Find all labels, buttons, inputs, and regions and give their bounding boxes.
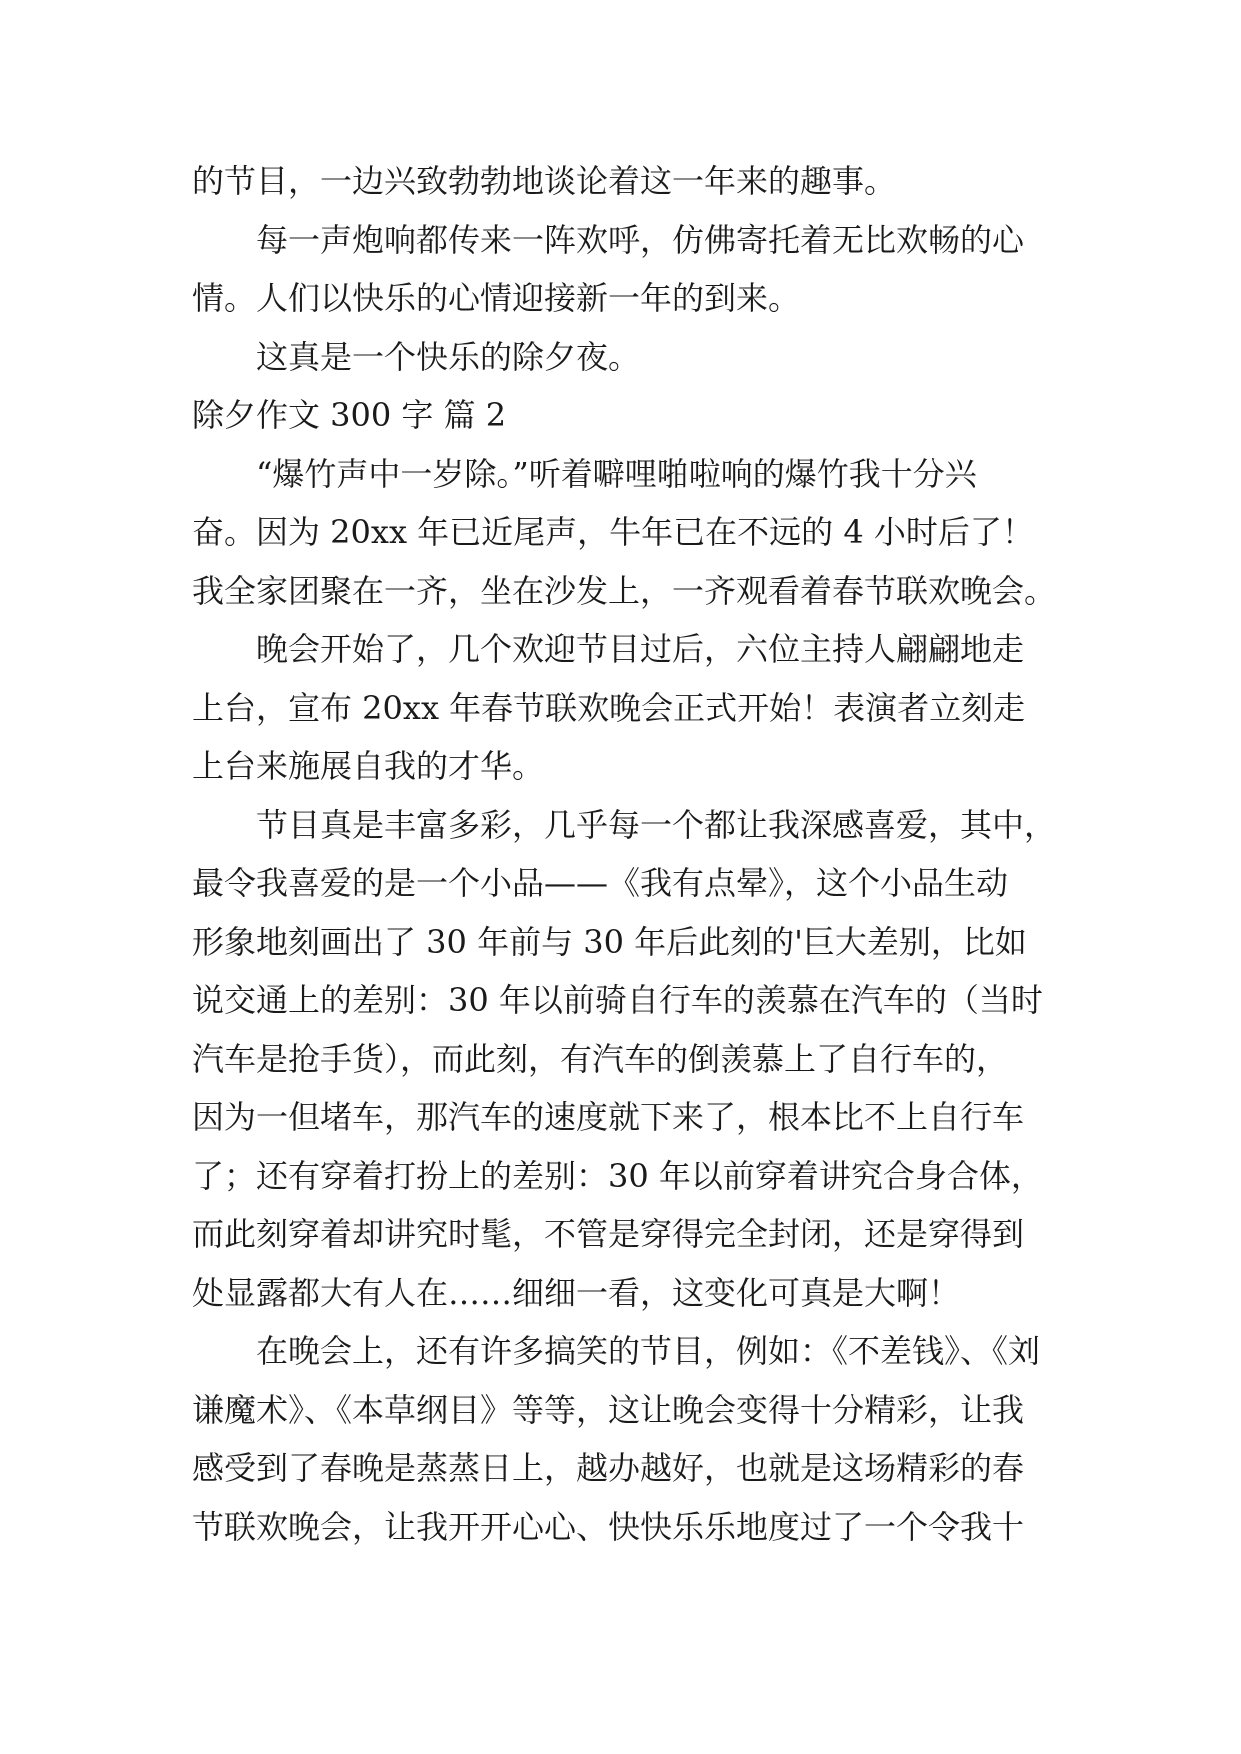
text-line: 上台，宣布 20xx 年春节联欢晚会正式开始！表演者立刻走 [192,688,1026,727]
text-line: 因为一但堵车，那汽车的速度就下来了，根本比不上自行车 [192,1098,1025,1136]
text-line: 了；还有穿着打扮上的差别：30 年以前穿着讲究合身合体， [192,1156,1043,1195]
text-line: 节联欢晚会，让我开开心心、快快乐乐地度过了一个令我十 [192,1507,1025,1546]
text-line: 最令我喜爱的是一个小品——《我有点晕》，这个小品生动 [192,864,1009,902]
text-line: 说交通上的差别：30 年以前骑自行车的羡慕在汽车的（当时 [192,981,1043,1019]
document-body [192,152,1062,1556]
section-heading: 除夕作文 300 字 篇 2 [192,396,507,434]
text-line: 这真是一个快乐的除夕夜。 [256,337,641,376]
text-line: 而此刻穿着却讲究时髦，不管是穿得完全封闭，还是穿得到 [192,1215,1025,1253]
text-line: 感受到了春晚是蒸蒸日上，越办越好，也就是这场精彩的春 [192,1449,1025,1487]
text-line: 汽车是抢手货），而此刻，有汽车的倒羡慕上了自行车的， [192,1039,1009,1078]
text-line: 在晚会上，还有许多搞笑的节目，例如：《不差钱》、《刘 [256,1332,1041,1370]
text-line: 处显露都大有人在……细细一看，这变化可真是大啊！ [192,1273,961,1312]
text-line: 的节目，一边兴致勃勃地谈论着这一年来的趣事。 [192,162,897,200]
text-line: 我全家团聚在一齐，坐在沙发上，一齐观看着春节联欢晚会。 [192,571,1057,610]
text-line: 形象地刻画出了 30 年前与 30 年后此刻的'巨大差别，比如 [192,922,1027,961]
text-line: “爆竹声中一岁除。”听着噼哩啪啦响的爆竹我十分兴 [256,454,977,493]
text-line: 晚会开始了，几个欢迎节目过后，六位主持人翩翩地走 [256,630,1025,668]
text-line: 上台来施展自我的才华。 [192,747,545,785]
text-line: 谦魔术》、《本草纲目》等等，这让晚会变得十分精彩，让我 [192,1390,1025,1429]
text-line: 每一声炮响都传来一阵欢呼，仿佛寄托着无比欢畅的心 [256,220,1025,259]
text-line: 奋。因为 20xx 年已近尾声，牛年已在不远的 4 小时后了！ [192,513,1034,551]
text-line: 节目真是丰富多彩，几乎每一个都让我深感喜爱，其中， [256,805,1057,844]
text-line: 情。人们以快乐的心情迎接新一年的到来。 [192,279,801,317]
